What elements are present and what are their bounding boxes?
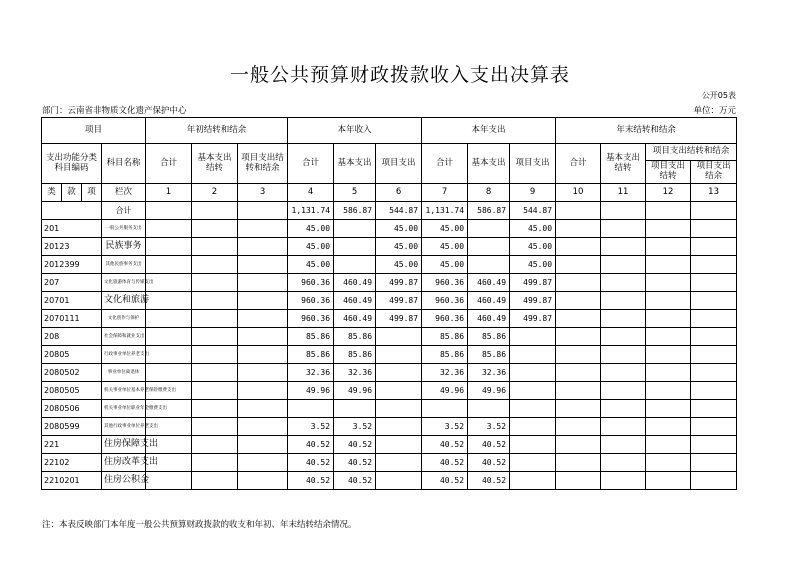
row-expense-basic: 40.52 — [468, 472, 510, 490]
row-closing-cell — [556, 274, 601, 292]
header-closing: 年末结转和结余 — [556, 118, 737, 144]
header-income-total: 合计 — [288, 144, 334, 184]
row-expense-basic: 460.49 — [468, 292, 510, 310]
row-closing-cell — [601, 382, 646, 400]
table-row — [42, 310, 737, 328]
row-closing-cell — [556, 400, 601, 418]
row-income-project — [376, 328, 422, 346]
row-subject-name: 社会保障和就业支出 — [102, 328, 146, 346]
row-income-total — [288, 400, 334, 418]
row-closing-cell — [646, 220, 691, 238]
row-expense-project — [510, 472, 556, 490]
row-closing-cell — [691, 418, 737, 436]
header-closing-total: 合计 — [556, 144, 601, 184]
cell — [146, 202, 192, 220]
row-closing-cell — [646, 436, 691, 454]
table-row — [42, 400, 737, 418]
row-code: 2080599 — [42, 418, 102, 436]
row-subject-name: 住房公积金 — [102, 472, 146, 490]
row-expense-basic — [468, 256, 510, 274]
row-code: 2210201 — [42, 472, 102, 490]
row-opening-cell — [238, 418, 288, 436]
row-closing-cell — [646, 256, 691, 274]
header-opening-project: 项目支出结转和结余 — [238, 144, 288, 184]
row-income-basic: 3.52 — [334, 418, 376, 436]
header-expense-basic: 基本支出 — [468, 144, 510, 184]
row-closing-cell — [646, 418, 691, 436]
row-closing-cell — [556, 418, 601, 436]
header-project: 项目 — [42, 118, 146, 144]
cell — [192, 202, 238, 220]
table-row — [42, 364, 737, 382]
row-opening-cell — [192, 364, 238, 382]
row-closing-cell — [646, 310, 691, 328]
row-income-project: 499.87 — [376, 310, 422, 328]
header-expense-project: 项目支出 — [510, 144, 556, 184]
header-subject-name: 科目名称 — [102, 144, 146, 184]
row-opening-cell — [146, 220, 192, 238]
row-closing-cell — [646, 472, 691, 490]
row-expense-project: 45.00 — [510, 220, 556, 238]
row-closing-cell — [646, 346, 691, 364]
row-income-project — [376, 418, 422, 436]
row-income-project: 45.00 — [376, 238, 422, 256]
row-code: 201 — [42, 220, 102, 238]
cell — [556, 202, 601, 220]
row-expense-total: 45.00 — [422, 256, 468, 274]
row-closing-cell — [646, 400, 691, 418]
row-opening-cell — [238, 472, 288, 490]
row-code: 2070111 — [42, 310, 102, 328]
row-expense-project: 499.87 — [510, 292, 556, 310]
row-subject-name: 文化和旅游 — [102, 292, 146, 310]
row-subject-name: 机关事业单位职业年金缴费支出 — [102, 400, 146, 418]
row-opening-cell — [238, 382, 288, 400]
footnote: 注：本表反映部门本年度一般公共预算财政拨款的收支和年初、年末结转结余情况。 — [42, 520, 357, 530]
table-row — [42, 328, 737, 346]
row-opening-cell — [192, 418, 238, 436]
row-code: 221 — [42, 436, 102, 454]
row-closing-cell — [601, 310, 646, 328]
row-opening-cell — [238, 220, 288, 238]
row-income-basic — [334, 238, 376, 256]
row-income-basic: 40.52 — [334, 454, 376, 472]
col-number: 6 — [376, 184, 422, 202]
row-income-basic: 40.52 — [334, 436, 376, 454]
row-subject-name: 一般公共服务支出 — [102, 220, 146, 238]
cell — [691, 202, 737, 220]
total-expense-total: 1,131.74 — [422, 202, 468, 220]
row-expense-project — [510, 400, 556, 418]
header-closing-project-surplus: 项目支出结余 — [691, 161, 737, 184]
row-closing-cell — [556, 364, 601, 382]
row-opening-cell — [192, 220, 238, 238]
row-closing-cell — [691, 238, 737, 256]
row-closing-cell — [646, 364, 691, 382]
table-row — [42, 292, 737, 310]
table-row — [42, 220, 737, 238]
row-income-project — [376, 454, 422, 472]
col-number: 10 — [556, 184, 601, 202]
row-closing-cell — [556, 238, 601, 256]
row-opening-cell — [192, 346, 238, 364]
row-code: 208 — [42, 328, 102, 346]
row-closing-cell — [646, 382, 691, 400]
header-income-basic: 基本支出 — [334, 144, 376, 184]
row-closing-cell — [556, 220, 601, 238]
row-closing-cell — [646, 454, 691, 472]
cell — [646, 202, 691, 220]
row-income-total: 85.86 — [288, 328, 334, 346]
row-closing-cell — [556, 454, 601, 472]
header-opening-total: 合计 — [146, 144, 192, 184]
row-opening-cell — [146, 238, 192, 256]
row-opening-cell — [146, 292, 192, 310]
total-income-basic: 586.87 — [334, 202, 376, 220]
row-income-basic — [334, 220, 376, 238]
row-closing-cell — [556, 472, 601, 490]
row-closing-cell — [601, 292, 646, 310]
row-expense-project — [510, 328, 556, 346]
row-subject-name: 住房保障支出 — [102, 436, 146, 454]
row-income-total: 45.00 — [288, 238, 334, 256]
header-income: 本年收入 — [288, 118, 422, 144]
row-income-total: 40.52 — [288, 472, 334, 490]
row-closing-cell — [601, 328, 646, 346]
row-expense-total: 85.86 — [422, 328, 468, 346]
header-xiang: 项 — [82, 184, 102, 202]
row-expense-basic: 40.52 — [468, 454, 510, 472]
row-opening-cell — [146, 346, 192, 364]
row-expense-project — [510, 436, 556, 454]
row-closing-cell — [556, 256, 601, 274]
table-row — [42, 418, 737, 436]
row-closing-cell — [601, 436, 646, 454]
row-closing-cell — [601, 364, 646, 382]
row-income-project — [376, 364, 422, 382]
row-expense-total: 32.36 — [422, 364, 468, 382]
row-opening-cell — [238, 310, 288, 328]
row-opening-cell — [238, 328, 288, 346]
row-income-project — [376, 472, 422, 490]
row-code: 2012399 — [42, 256, 102, 274]
row-income-project — [376, 436, 422, 454]
row-expense-total: 960.36 — [422, 274, 468, 292]
row-income-total: 45.00 — [288, 220, 334, 238]
cell — [601, 202, 646, 220]
row-income-project: 45.00 — [376, 220, 422, 238]
row-opening-cell — [192, 238, 238, 256]
header-closing-project-group: 项目支出结转和结余 — [646, 144, 737, 161]
row-opening-cell — [146, 310, 192, 328]
row-closing-cell — [601, 220, 646, 238]
row-closing-cell — [556, 328, 601, 346]
header-row-1 — [42, 118, 737, 144]
row-expense-total: 40.52 — [422, 436, 468, 454]
row-closing-cell — [601, 238, 646, 256]
row-income-basic: 49.96 — [334, 382, 376, 400]
table-row — [42, 472, 737, 490]
col-number: 11 — [601, 184, 646, 202]
row-income-total: 40.52 — [288, 436, 334, 454]
row-code: 2080505 — [42, 382, 102, 400]
row-closing-cell — [691, 382, 737, 400]
row-closing-cell — [556, 436, 601, 454]
row-closing-cell — [691, 292, 737, 310]
row-code: 207 — [42, 274, 102, 292]
row-opening-cell — [238, 364, 288, 382]
row-opening-cell — [192, 292, 238, 310]
row-income-total: 960.36 — [288, 292, 334, 310]
row-closing-cell — [691, 400, 737, 418]
row-expense-total — [422, 400, 468, 418]
row-expense-basic: 460.49 — [468, 310, 510, 328]
col-number: 7 — [422, 184, 468, 202]
row-closing-cell — [556, 292, 601, 310]
col-number: 8 — [468, 184, 510, 202]
budget-table — [41, 117, 737, 490]
row-expense-basic: 460.49 — [468, 274, 510, 292]
header-expense: 本年支出 — [422, 118, 556, 144]
row-closing-cell — [691, 328, 737, 346]
header-income-project: 项目支出 — [376, 144, 422, 184]
col-number: 3 — [238, 184, 288, 202]
table-row — [42, 454, 737, 472]
row-code: 2080502 — [42, 364, 102, 382]
row-closing-cell — [601, 256, 646, 274]
table-row — [42, 274, 737, 292]
row-opening-cell — [238, 256, 288, 274]
row-closing-cell — [556, 346, 601, 364]
row-income-basic: 460.49 — [334, 292, 376, 310]
row-income-basic: 40.52 — [334, 472, 376, 490]
row-expense-basic — [468, 220, 510, 238]
row-income-project — [376, 400, 422, 418]
row-expense-basic — [468, 400, 510, 418]
unit-label: 单位：万元 — [693, 106, 736, 116]
row-income-basic: 460.49 — [334, 310, 376, 328]
row-expense-project: 499.87 — [510, 310, 556, 328]
table-row — [42, 436, 737, 454]
row-opening-cell — [238, 238, 288, 256]
row-expense-total: 960.36 — [422, 292, 468, 310]
row-subject-name: 其他行政事业单位养老支出 — [102, 418, 146, 436]
row-closing-cell — [601, 346, 646, 364]
department-label: 部门：云南省非物质文化遗产保护中心 — [42, 106, 187, 116]
row-opening-cell — [192, 310, 238, 328]
row-code: 22102 — [42, 454, 102, 472]
row-income-basic: 85.86 — [334, 328, 376, 346]
row-subject-name: 机关事业单位基本养老保险缴费支出 — [102, 382, 146, 400]
row-income-total: 85.86 — [288, 346, 334, 364]
column-number-row — [42, 184, 737, 202]
total-income-project: 544.87 — [376, 202, 422, 220]
row-closing-cell — [646, 238, 691, 256]
row-subject-name: 民族事务 — [102, 238, 146, 256]
row-expense-project: 45.00 — [510, 256, 556, 274]
row-opening-cell — [238, 400, 288, 418]
row-expense-total: 40.52 — [422, 472, 468, 490]
row-opening-cell — [192, 472, 238, 490]
row-closing-cell — [691, 220, 737, 238]
header-kuan: 款 — [62, 184, 82, 202]
row-expense-project — [510, 382, 556, 400]
row-income-total: 45.00 — [288, 256, 334, 274]
row-closing-cell — [691, 310, 737, 328]
row-closing-cell — [646, 328, 691, 346]
table-row — [42, 382, 737, 400]
row-expense-project — [510, 346, 556, 364]
row-subject-name: 文化创作与保护 — [102, 310, 146, 328]
row-opening-cell — [192, 382, 238, 400]
row-income-basic — [334, 256, 376, 274]
row-opening-cell — [146, 364, 192, 382]
table-row — [42, 256, 737, 274]
row-income-basic: 460.49 — [334, 274, 376, 292]
row-expense-project — [510, 418, 556, 436]
col-number: 1 — [146, 184, 192, 202]
row-expense-basic — [468, 238, 510, 256]
row-closing-cell — [601, 454, 646, 472]
row-opening-cell — [238, 274, 288, 292]
row-expense-basic: 85.86 — [468, 328, 510, 346]
row-income-total: 49.96 — [288, 382, 334, 400]
row-opening-cell — [192, 328, 238, 346]
row-closing-cell — [646, 292, 691, 310]
row-income-total: 960.36 — [288, 274, 334, 292]
row-expense-basic: 32.36 — [468, 364, 510, 382]
header-closing-project-carry: 项目支出结转 — [646, 161, 691, 184]
row-income-basic: 85.86 — [334, 346, 376, 364]
row-opening-cell — [192, 256, 238, 274]
row-closing-cell — [646, 274, 691, 292]
row-income-project: 499.87 — [376, 274, 422, 292]
col-number: 9 — [510, 184, 556, 202]
cell — [238, 202, 288, 220]
header-expense-total: 合计 — [422, 144, 468, 184]
row-closing-cell — [601, 418, 646, 436]
row-opening-cell — [238, 436, 288, 454]
row-code: 20123 — [42, 238, 102, 256]
header-opening-basic: 基本支出结转 — [192, 144, 238, 184]
row-opening-cell — [192, 400, 238, 418]
row-opening-cell — [146, 472, 192, 490]
row-opening-cell — [238, 292, 288, 310]
total-income-total: 1,131.74 — [288, 202, 334, 220]
row-income-project — [376, 346, 422, 364]
row-expense-total: 40.52 — [422, 454, 468, 472]
row-closing-cell — [691, 256, 737, 274]
row-subject-name: 住房改革支出 — [102, 454, 146, 472]
header-func-class: 支出功能分类科目编码 — [42, 144, 102, 184]
row-income-project: 499.87 — [376, 292, 422, 310]
row-subject-name: 文化旅游体育与传媒支出 — [102, 274, 146, 292]
row-closing-cell — [556, 310, 601, 328]
row-income-basic: 32.36 — [334, 364, 376, 382]
row-income-total: 40.52 — [288, 454, 334, 472]
row-income-project: 45.00 — [376, 256, 422, 274]
row-income-total: 3.52 — [288, 418, 334, 436]
row-closing-cell — [691, 364, 737, 382]
row-expense-basic: 85.86 — [468, 346, 510, 364]
row-closing-cell — [691, 454, 737, 472]
row-expense-basic: 3.52 — [468, 418, 510, 436]
header-col-label: 栏次 — [102, 184, 146, 202]
form-code: 公开05表 — [701, 91, 736, 100]
row-closing-cell — [691, 274, 737, 292]
row-closing-cell — [601, 472, 646, 490]
row-opening-cell — [238, 346, 288, 364]
row-subject-name: 事业单位离退休 — [102, 364, 146, 382]
row-expense-project — [510, 364, 556, 382]
total-expense-basic: 586.87 — [468, 202, 510, 220]
row-opening-cell — [238, 454, 288, 472]
row-expense-total: 45.00 — [422, 238, 468, 256]
col-number: 12 — [646, 184, 691, 202]
page-title: 一般公共预算财政拨款收入支出决算表 — [229, 64, 570, 86]
row-closing-cell — [556, 382, 601, 400]
col-number: 5 — [334, 184, 376, 202]
row-income-basic — [334, 400, 376, 418]
row-expense-basic: 40.52 — [468, 436, 510, 454]
row-expense-project: 499.87 — [510, 274, 556, 292]
row-closing-cell — [691, 346, 737, 364]
row-subject-name: 其他民族事务支出 — [102, 256, 146, 274]
total-blank — [42, 202, 102, 220]
row-expense-basic: 49.96 — [468, 382, 510, 400]
row-closing-cell — [601, 274, 646, 292]
col-number: 2 — [192, 184, 238, 202]
header-row-2 — [42, 144, 737, 161]
row-expense-total: 85.86 — [422, 346, 468, 364]
row-expense-project: 45.00 — [510, 238, 556, 256]
header-closing-basic: 基本支出结转 — [601, 144, 646, 184]
row-opening-cell — [192, 436, 238, 454]
table-row — [42, 238, 737, 256]
row-closing-cell — [691, 472, 737, 490]
row-code: 20805 — [42, 346, 102, 364]
row-subject-name: 行政事业单位养老支出 — [102, 346, 146, 364]
row-closing-cell — [601, 400, 646, 418]
row-expense-total: 45.00 — [422, 220, 468, 238]
row-code: 2080506 — [42, 400, 102, 418]
row-opening-cell — [192, 454, 238, 472]
total-row — [42, 202, 737, 220]
total-expense-project: 544.87 — [510, 202, 556, 220]
row-opening-cell — [146, 328, 192, 346]
header-opening: 年初结转和结余 — [146, 118, 288, 144]
row-expense-total: 49.96 — [422, 382, 468, 400]
row-income-total: 960.36 — [288, 310, 334, 328]
header-lei: 类 — [42, 184, 62, 202]
row-expense-total: 960.36 — [422, 310, 468, 328]
row-expense-project — [510, 454, 556, 472]
table-row — [42, 346, 737, 364]
row-income-project — [376, 382, 422, 400]
row-expense-total: 3.52 — [422, 418, 468, 436]
row-code: 20701 — [42, 292, 102, 310]
row-opening-cell — [192, 274, 238, 292]
col-number: 4 — [288, 184, 334, 202]
row-closing-cell — [691, 436, 737, 454]
row-income-total: 32.36 — [288, 364, 334, 382]
col-number: 13 — [691, 184, 737, 202]
row-opening-cell — [146, 256, 192, 274]
total-label: 合计 — [102, 202, 146, 220]
